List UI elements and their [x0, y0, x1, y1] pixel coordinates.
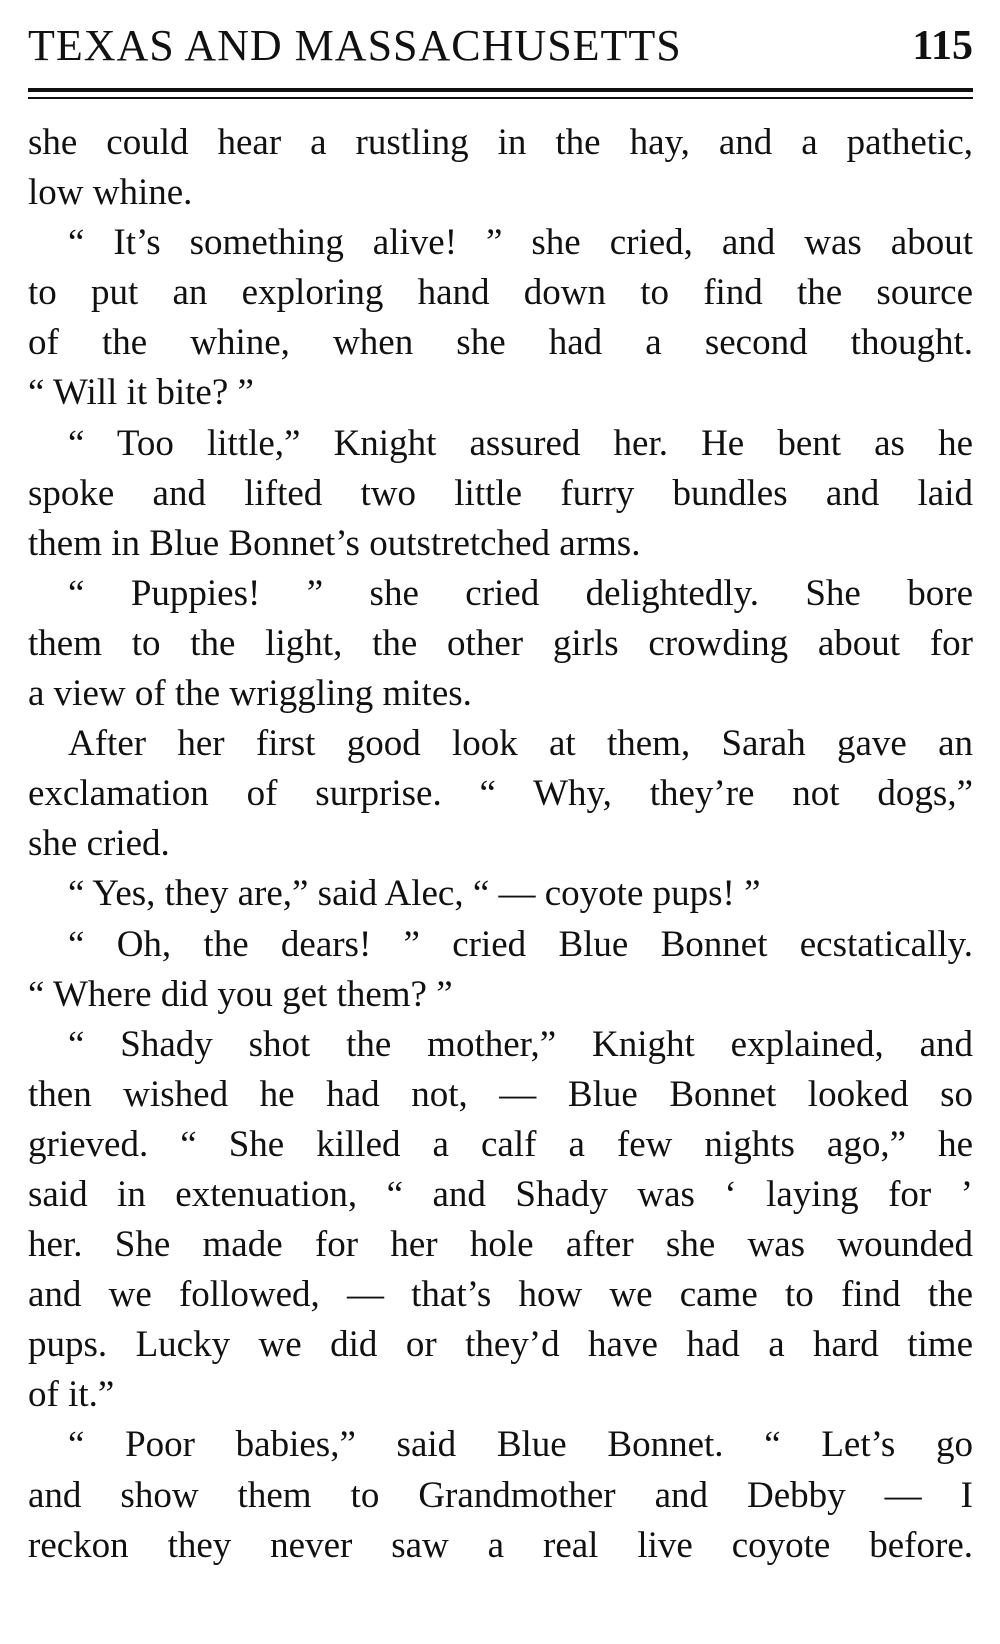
text-line: low whine. — [28, 172, 193, 214]
text-line: she cried. — [28, 823, 170, 865]
page-header — [28, 18, 973, 78]
text-line: them in Blue Bonnet’s outstretched arms. — [28, 522, 641, 564]
text-line: “ Puppies! ” she cried delightedly. She bore — [68, 572, 973, 614]
page-number: 115 — [912, 23, 973, 69]
text-line: “ Poor babies,” said Blue Bonnet. “ Let’s go — [68, 1424, 973, 1466]
text-line: “ Shady shot the mother,” Knight explained, and — [68, 1023, 973, 1065]
text-line: “ Yes, they are,” said Alec, “ — coyote pups! ” — [68, 873, 761, 915]
text-line: “ Too little,” Knight assured her. He bent as he — [68, 422, 973, 464]
text-line: spoke and lifted two little furry bundles and laid — [28, 472, 973, 514]
header-rule-thick — [28, 88, 973, 92]
text-line: “ Will it bite? ” — [28, 372, 254, 414]
header-rule-thin — [28, 97, 973, 99]
text-line: of the whine, when she had a second thought. — [28, 322, 973, 364]
body-text — [28, 118, 973, 1571]
text-line: and show them to Grandmother and Debby — I — [28, 1474, 973, 1516]
text-line: to put an exploring hand down to find the source — [28, 272, 973, 314]
text-line: “ Oh, the dears! ” cried Blue Bonnet ecstatically. — [68, 923, 973, 965]
text-line: then wished he had not, — Blue Bonnet looked so — [28, 1073, 973, 1115]
text-line: pups. Lucky we did or they’d have had a hard time — [28, 1324, 973, 1366]
text-line: exclamation of surprise. “ Why, they’re not dogs,” — [28, 773, 973, 815]
text-line: said in extenuation, “ and Shady was ‘ laying for ’ — [28, 1173, 973, 1215]
book-page — [28, 0, 973, 1644]
running-title: TEXAS AND MASSACHUSETTS — [28, 21, 682, 70]
text-line: “ It’s something alive! ” she cried, and was about — [68, 222, 973, 264]
text-line: and we followed, — that’s how we came to find the — [28, 1274, 973, 1316]
text-line: she could hear a rustling in the hay, and a pathetic, — [28, 122, 973, 163]
text-line: a view of the wriggling mites. — [28, 673, 472, 715]
text-line: them to the light, the other girls crowding about for — [28, 622, 973, 664]
text-line: of it.” — [28, 1374, 115, 1416]
text-line: reckon they never saw a real live coyote before. — [28, 1524, 973, 1566]
text-line: grieved. “ She killed a calf a few nights ago,” he — [28, 1123, 973, 1165]
text-line: “ Where did you get them? ” — [28, 973, 453, 1015]
text-line: her. She made for her hole after she was wounded — [28, 1224, 973, 1266]
text-line: After her first good look at them, Sarah gave an — [68, 723, 973, 765]
